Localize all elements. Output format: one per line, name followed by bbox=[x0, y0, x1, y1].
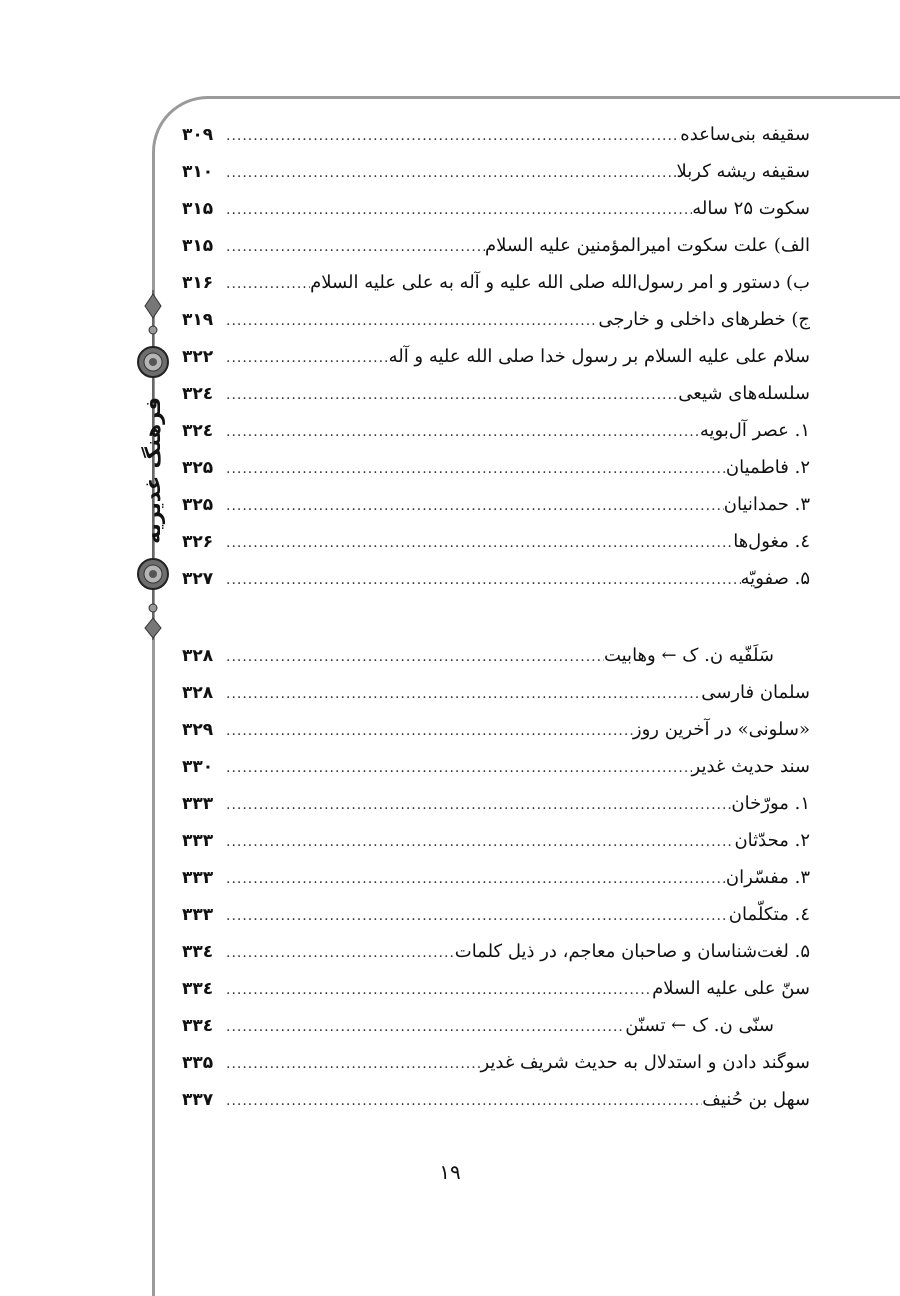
toc-entry-page: ۳۳۵ bbox=[182, 1053, 214, 1073]
toc-entry bbox=[182, 486, 810, 523]
dot-leader bbox=[220, 303, 598, 340]
dot-leader bbox=[220, 451, 726, 488]
toc-group-2 bbox=[182, 637, 810, 1118]
toc-entry bbox=[182, 748, 810, 785]
toc-entry-page: ۳۱۵ bbox=[182, 236, 214, 256]
toc-entry-page: ۳۳۳ bbox=[182, 831, 214, 851]
dot-leader bbox=[220, 750, 692, 787]
toc-entry-page: ۳۲۷ bbox=[182, 569, 214, 589]
toc-entry bbox=[182, 1044, 810, 1081]
toc-entry-page: ۳۰۹ bbox=[182, 125, 214, 145]
toc-entry-title: ۵. لغت‌شناسان و صاحبان معاجم، در ذیل کلمات bbox=[454, 941, 810, 962]
dot-leader bbox=[220, 824, 734, 861]
toc-entry bbox=[182, 1081, 810, 1118]
toc-entry bbox=[182, 264, 810, 301]
toc-entry bbox=[182, 896, 810, 933]
toc-entry bbox=[182, 412, 810, 449]
toc-entry-title: ٤. متکلّمان bbox=[728, 904, 810, 925]
toc-entry-page: ۳۱۰ bbox=[182, 162, 214, 182]
toc-entry bbox=[182, 674, 810, 711]
toc-entry-page: ۳۲٤ bbox=[182, 421, 214, 441]
toc-entry bbox=[182, 523, 810, 560]
dot-leader bbox=[220, 1083, 702, 1120]
toc-entry bbox=[182, 560, 810, 597]
toc-entry bbox=[182, 637, 810, 674]
toc-entry-page: ۳۲۸ bbox=[182, 646, 214, 666]
side-title: فرهنگ غدیریه bbox=[141, 396, 165, 544]
toc-entry-title: ۳. مفسّران bbox=[725, 867, 810, 888]
toc-entry-title: سنّی ن. ک ← تسنّن bbox=[625, 1015, 774, 1036]
toc-entry-page: ۳۳۷ bbox=[182, 1090, 214, 1110]
dot-leader bbox=[220, 562, 741, 599]
dot-leader bbox=[220, 713, 633, 750]
toc-entry-title: سقیفه بنی‌ساعده bbox=[680, 124, 810, 145]
toc-entry-title: ٤. مغول‌ها bbox=[733, 531, 810, 552]
dot-leader bbox=[220, 787, 731, 824]
toc-entry bbox=[182, 822, 810, 859]
toc-entry-page: ۳۱۶ bbox=[182, 273, 214, 293]
toc-entry bbox=[182, 933, 810, 970]
toc-entry-page: ۳۲۸ bbox=[182, 683, 214, 703]
toc-entry-title: ۱. عصر آل‌بویه bbox=[699, 420, 810, 441]
toc-entry-title: ۲. محدّثان bbox=[734, 830, 810, 851]
toc-entry-title: سوگند دادن و استدلال به حدیث شریف غدیر bbox=[480, 1052, 810, 1073]
toc-entry-title: ب) دستور و امر رسول‌الله صلی الله علیه و آله به علی علیه السلام bbox=[310, 272, 810, 293]
toc-entry-page: ۳۳۰ bbox=[182, 757, 214, 777]
dot-leader bbox=[220, 861, 726, 898]
dot-leader bbox=[220, 488, 724, 525]
dot-leader bbox=[220, 972, 652, 1009]
toc-entry bbox=[182, 227, 810, 264]
toc-entry bbox=[182, 375, 810, 412]
toc-entry-page: ۳۲۵ bbox=[182, 495, 214, 515]
toc-entry-title: ج) خطرهای داخلی و خارجی bbox=[598, 309, 810, 330]
dot-leader bbox=[220, 229, 485, 266]
dot-leader bbox=[220, 118, 680, 155]
toc-entry-page: ۳۲٤ bbox=[182, 384, 214, 404]
page-number: ۱۹ bbox=[439, 1160, 461, 1184]
dot-leader bbox=[220, 266, 310, 303]
toc-entry-page: ۳۳۳ bbox=[182, 905, 214, 925]
toc-entry-title: سهل بن حُنیف bbox=[702, 1089, 810, 1110]
dot-leader bbox=[220, 935, 455, 972]
dot-leader bbox=[220, 639, 604, 676]
table-of-contents bbox=[182, 116, 810, 1118]
toc-entry-page: ۳۳۳ bbox=[182, 794, 214, 814]
dot-leader bbox=[220, 340, 389, 377]
toc-entry bbox=[182, 301, 810, 338]
toc-entry-page: ۳۳٤ bbox=[182, 979, 214, 999]
toc-entry bbox=[182, 190, 810, 227]
toc-entry bbox=[182, 970, 810, 1007]
toc-entry-page: ۳۱۹ bbox=[182, 310, 214, 330]
toc-entry bbox=[182, 449, 810, 486]
toc-entry-title: سلمان فارسی bbox=[701, 682, 810, 703]
toc-entry bbox=[182, 711, 810, 748]
toc-entry-title: الف) علت سکوت امیرالمؤمنین علیه السلام bbox=[484, 235, 810, 256]
toc-entry-page: ۳۳۳ bbox=[182, 868, 214, 888]
dot-leader bbox=[220, 377, 678, 414]
section-gap bbox=[182, 597, 810, 637]
dot-leader bbox=[220, 676, 701, 713]
dot-leader bbox=[220, 898, 729, 935]
dot-leader bbox=[220, 1046, 480, 1083]
toc-entry-title: سلسله‌های شیعی bbox=[678, 383, 810, 404]
toc-entry-title: ۲. فاطمیان bbox=[725, 457, 810, 478]
dot-leader bbox=[220, 192, 692, 229]
toc-entry bbox=[182, 338, 810, 375]
toc-entry-title: ۵. صفویّه bbox=[740, 568, 810, 589]
toc-entry bbox=[182, 116, 810, 153]
toc-entry-title: ۳. حمدانیان bbox=[723, 494, 810, 515]
toc-entry-title: سکوت ۲۵ ساله bbox=[692, 198, 810, 219]
dot-leader bbox=[220, 525, 733, 562]
dot-leader bbox=[220, 155, 677, 192]
toc-entry-page: ۳۲۲ bbox=[182, 347, 214, 367]
toc-entry-page: ۳۱۵ bbox=[182, 199, 214, 219]
toc-entry bbox=[182, 1007, 810, 1044]
toc-entry-title: ۱. مورّخان bbox=[731, 793, 810, 814]
toc-entry-page: ۳۳٤ bbox=[182, 1016, 214, 1036]
toc-entry-title: سقیفه ریشه کربلا bbox=[676, 161, 810, 182]
toc-entry-title: سَلَفّیه ن. ک ← وهابیت bbox=[603, 645, 774, 666]
toc-entry-title: سلام علی علیه السلام بر رسول خدا صلی الله علیه و آله bbox=[388, 346, 810, 367]
toc-entry-page: ۳۲۶ bbox=[182, 532, 214, 552]
dot-leader bbox=[220, 414, 700, 451]
toc-entry bbox=[182, 859, 810, 896]
toc-entry-page: ۳۳٤ bbox=[182, 942, 214, 962]
toc-entry-page: ۳۲۹ bbox=[182, 720, 214, 740]
toc-entry-title: «سلونی» در آخرین روز bbox=[632, 719, 810, 740]
toc-entry-page: ۳۲۵ bbox=[182, 458, 214, 478]
dot-leader bbox=[220, 1009, 625, 1046]
toc-entry-title: سنّ علی علیه السلام bbox=[652, 978, 810, 999]
toc-entry bbox=[182, 153, 810, 190]
toc-group-1 bbox=[182, 116, 810, 597]
toc-entry bbox=[182, 785, 810, 822]
toc-entry-title: سند حدیث غدیر bbox=[691, 756, 810, 777]
